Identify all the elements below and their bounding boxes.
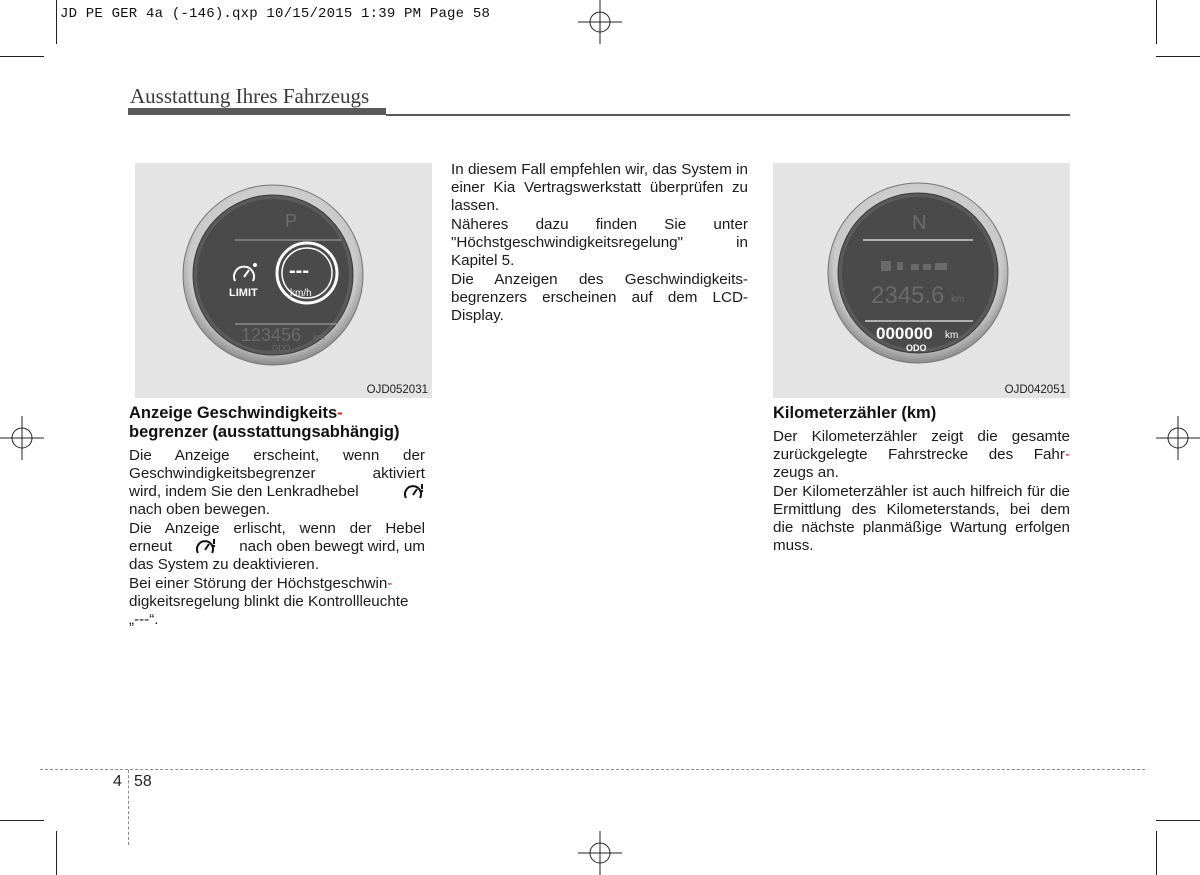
gear-indicator: P (285, 211, 298, 231)
odo-label-faded: ODO (272, 344, 291, 353)
p1-line-1: Die Anzeige erscheint, wenn der (129, 447, 425, 464)
header-rule-thin (386, 114, 1070, 116)
figure-speed-limiter-display (135, 163, 432, 398)
paragraph-malfunction (129, 575, 425, 629)
r-p1-line-2-row (773, 446, 1070, 464)
odometer-unit: km (945, 330, 959, 341)
section-title: Ausstattung Ihres Fahrzeugs (130, 84, 370, 108)
registration-mark-bottom (578, 831, 622, 875)
p1-line-3-row (129, 483, 425, 501)
heading-line-1: Anzeige Geschwindigkeits (129, 404, 338, 422)
odometer-paragraph-2: Der Kilometerzähler ist auch hilfreich für die Ermittlung des Kilometerstands, bei dem die nächste planmäßige Wartung erfolgen muss. (773, 483, 1070, 554)
middle-paragraph-1: In diesem Fall empfehlen wir, das System in einer Kia Vertragswerkstatt überprüfen zu lassen. (451, 161, 748, 214)
p2-line-3: das System zu deaktivieren. (129, 556, 319, 573)
odometer-paragraph-1 (773, 428, 1070, 482)
cluster-illustration-right (773, 163, 1070, 398)
registration-mark-right (1156, 416, 1200, 460)
middle-paragraph-2: Näheres dazu finden Sie unter "Höchstgeschwindigkeitsregelung" in Kapitel 5. (451, 216, 748, 269)
p3-hyphen: - (387, 575, 393, 592)
crop-mark-bottom-right-h (1156, 820, 1200, 821)
footer-dashed-divider (128, 770, 129, 845)
right-column (773, 404, 1070, 556)
registration-mark-top (578, 0, 622, 44)
r-p1-line-3: zeugs an. (773, 464, 839, 481)
p2-line-1: Die Anzeige erlischt, wenn der Hebel (129, 520, 425, 537)
cluster-illustration-left (135, 163, 432, 398)
p2-line-2b: nach oben bewegt wird, um (239, 538, 425, 555)
p2-line-2-row (129, 538, 425, 556)
print-slug: JD PE GER 4a (-146).qxp 10/15/2015 1:39 PM Page 58 (60, 6, 491, 22)
middle-paragraph-3: Die Anzeigen des Geschwindigkeits-begrenzers erscheinen auf dem LCD-Display. (451, 271, 748, 324)
page-number: 58 (134, 773, 152, 790)
figure-odometer-display (773, 163, 1070, 398)
speed-limiter-heading (129, 404, 425, 442)
steering-lever-speed-icon (403, 483, 425, 501)
r-p1-line-1: Der Kilometerzähler zeigt die gesamte (773, 428, 1070, 445)
steering-lever-speed-icon-2 (195, 538, 217, 556)
footer-dashed-rule (40, 769, 1145, 770)
odo-reading-faded: 123456 (241, 325, 302, 345)
odometer-heading: Kilometerzähler (km) (773, 404, 937, 422)
paragraph-deactivation (129, 520, 425, 574)
crop-mark-top-left-v (56, 0, 57, 44)
figure-code-right: OJD042051 (1004, 384, 1066, 396)
r-p1-line-2: zurückgelegte Fahrstrecke des Fahr (773, 446, 1065, 463)
p1-line-3: wird, indem Sie den Lenkradhebel (129, 483, 359, 500)
p3-line-3: „---“. (129, 611, 159, 628)
middle-column (451, 161, 748, 326)
limit-label: LIMIT (229, 287, 258, 299)
crop-mark-bottom-left-v (56, 831, 57, 875)
speed-limiter-body (129, 447, 425, 629)
p3-line-1: Bei einer Störung der Höchstgeschwin (129, 575, 388, 592)
p2-line-2a: erneut (129, 538, 173, 555)
crop-mark-bottom-right-v (1156, 831, 1157, 875)
odo-unit-faded: km (313, 332, 325, 342)
heading-hyphen: - (337, 404, 343, 422)
p1-line-2: Geschwindigkeitsbegrenzer aktiviert (129, 465, 425, 482)
odometer-label: ODO (906, 343, 927, 353)
trip-reading-faded: 2345.6 (871, 282, 945, 309)
left-column (129, 404, 425, 630)
p3-line-1-row (129, 575, 425, 593)
speed-unit-label: km/h (290, 288, 312, 299)
crop-mark-top-right-v (1156, 0, 1157, 44)
paragraph-activation (129, 447, 425, 519)
registration-mark-left (0, 416, 44, 460)
crop-mark-top-right-h (1156, 56, 1200, 57)
chapter-number: 4 (113, 773, 122, 790)
p3-line-2: digkeitsregelung blinkt die Kontrollleuchte (129, 593, 409, 610)
odometer-body (773, 428, 1070, 555)
crop-mark-bottom-left-h (0, 820, 44, 821)
crop-mark-top-left-h (0, 56, 44, 57)
speed-limit-dashes: --- (289, 260, 309, 282)
figure-code-left: OJD052031 (366, 384, 428, 396)
r-p1-hyphen: - (1064, 446, 1070, 463)
odometer-value: 000000 (876, 324, 933, 343)
p1-line-4: nach oben bewegen. (129, 501, 271, 518)
header-rule-thick (128, 108, 386, 115)
gear-indicator-right: N (912, 212, 927, 234)
trip-unit-faded: km (951, 294, 965, 305)
heading-line-2: begrenzer (ausstattungsabhängig) (129, 423, 400, 441)
